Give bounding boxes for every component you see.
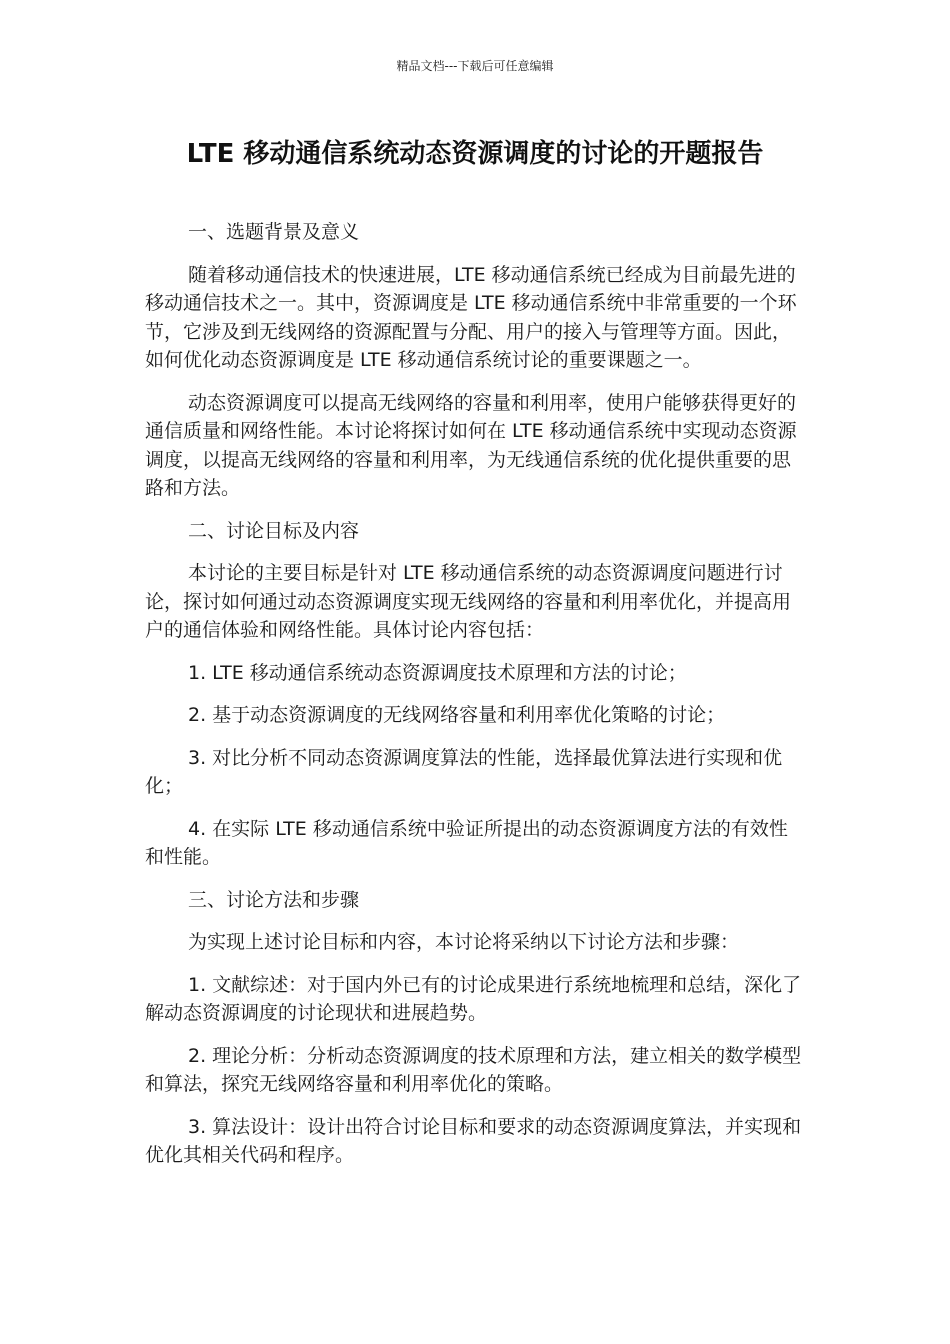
list-item-objective-1: 1. LTE 移动通信系统动态资源调度技术原理和方法的讨论； <box>188 661 687 684</box>
list-item-method-1: 1. 文献综述：对于国内外已有的讨论成果进行系统地梳理和总结，深化了解动态资源调度的讨论现状和进展趋势。 <box>145 973 802 1024</box>
section-heading-background: 一、选题背景及意义 <box>188 221 360 243</box>
section-heading-objectives: 二、讨论目标及内容 <box>188 519 360 542</box>
list-item-objective-2: 2. 基于动态资源调度的无线网络容量和利用率优化策略的讨论； <box>188 704 726 726</box>
section-heading-methods: 三、讨论方法和步骤 <box>188 888 360 911</box>
paragraph-background-1: 随着移动通信技术的快速进展，LTE 移动通信系统已经成为目前最先进的移动通信技术之一。其中，资源调度是 LTE 移动通信系统中非常重要的一个环节，它涉及到无线网络的资源配置与分配、用户的接入与管理等方面。因此，如何优化动态资源调度是 LTE 移动通信系统讨论的重要课题之一。 <box>145 263 797 371</box>
list-item-method-3: 3. 算法设计：设计出符合讨论目标和要求的动态资源调度算法，并实现和优化其相关代码和程序。 <box>145 1115 802 1166</box>
header-note: 精品文档---下载后可任意编辑 <box>396 59 554 73</box>
paragraph-methods-intro: 为实现上述讨论目标和内容，本讨论将采纳以下讨论方法和步骤： <box>188 931 740 953</box>
document-title: LTE 移动通信系统动态资源调度的讨论的开题报告 <box>186 139 764 169</box>
list-item-objective-3: 3. 对比分析不同动态资源调度算法的性能，选择最优算法进行实现和优化； <box>145 746 783 797</box>
document-body <box>145 218 805 1184</box>
paragraph-background-2: 动态资源调度可以提高无线网络的容量和利用率，使用户能够获得更好的通信质量和网络性能。本讨论将探讨如何在 LTE 移动通信系统中实现动态资源调度，以提高无线网络的容量和利用率，为无线通信系统的优化提供重要的思路和方法。 <box>145 391 797 499</box>
list-item-method-2: 2. 理论分析：分析动态资源调度的技术原理和方法，建立相关的数学模型和算法，探究无线网络容量和利用率优化的策略。 <box>145 1044 802 1095</box>
list-item-objective-4: 4. 在实际 LTE 移动通信系统中验证所提出的动态资源调度方法的有效性和性能。 <box>145 817 788 868</box>
paragraph-objectives-intro: 本讨论的主要目标是针对 LTE 移动通信系统的动态资源调度问题进行讨论，探讨如何通过动态资源调度实现无线网络的容量和利用率优化，并提高用户的通信体验和网络性能。具体讨论内容包括： <box>145 562 792 641</box>
